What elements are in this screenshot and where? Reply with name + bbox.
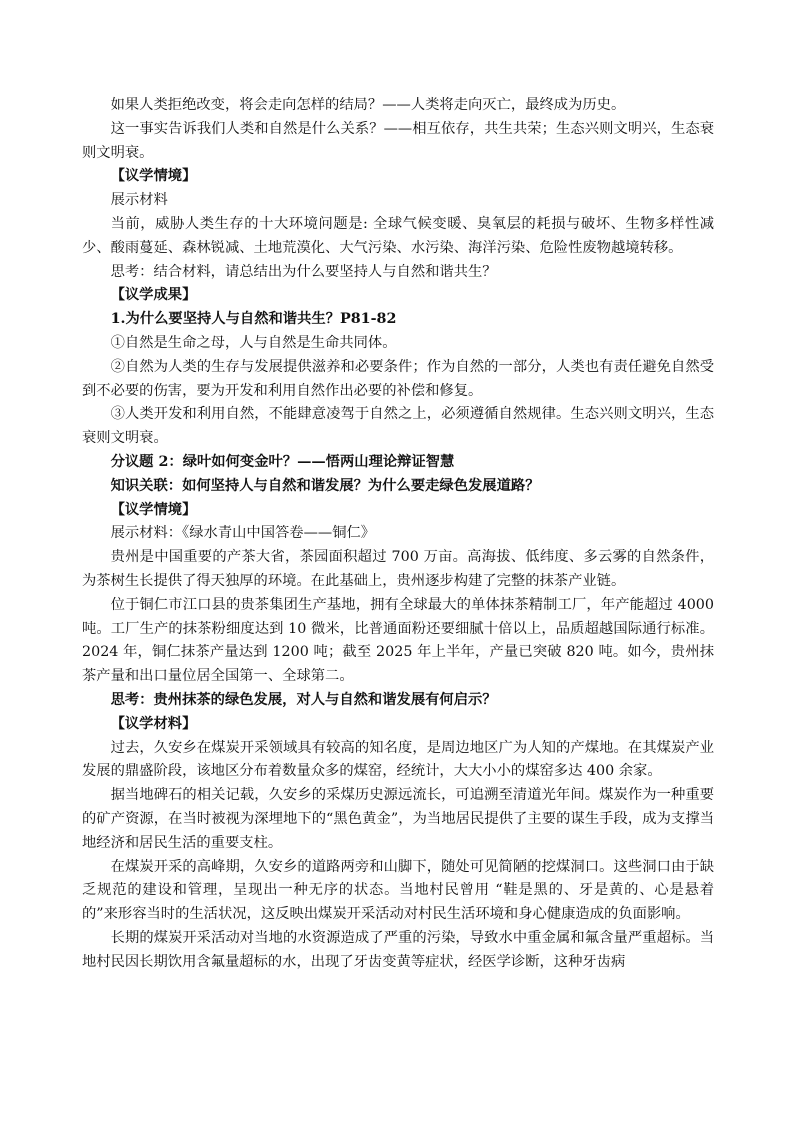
answer-point-3: ③人类开发和利用自然，不能肆意凌驾于自然之上，必须遵循自然规律。生态兴则文明兴，生态衰则文明衰。: [82, 406, 714, 447]
document-page: [82, 94, 714, 974]
question-matcha-insight: 思考：贵州抹茶的绿色发展，对人与自然和谐发展有何启示？: [110, 691, 497, 708]
heading-discussion-scenario-1: 【议学情境】: [110, 168, 197, 185]
heading-discussion-material: 【议学材料】: [110, 715, 197, 732]
answer-point-2: ②自然为人类的生存与发展提供滋养和必要条件；作为自然的一部分，人类也有责任避免自然受到不必要的伤害，要为开发和利用自然作出必要的补偿和修复。: [82, 358, 714, 399]
paragraph-think-question-1: 思考：结合材料，请总结出为什么要坚持人与自然和谐共生？: [110, 263, 497, 280]
paragraph-water-pollution: 长期的煤炭开采活动对当地的水资源造成了严重的污染，导致水中重金属和氟含量严重超标。当地村民因长期饮用含氟量超标的水，出现了牙齿变黄等症状，经医学诊断，这种牙齿病: [82, 929, 714, 970]
question-why-harmony: 1.为什么要坚持人与自然和谐共生？P81-82: [110, 311, 397, 328]
paragraph-coal-peak: 在煤炭开采的高峰期，久安乡的道路两旁和山脚下，随处可见简陋的挖煤洞口。这些洞口由于缺乏规范的建设和管理，呈现出一种无序的状态。当地村民曾用 “鞋是黑的、牙是黄的、心是悬着的”来形容当时的生活状况，这反映出煤炭开采活动对村民生活环境和身心健康造成的负面影响。: [82, 858, 714, 923]
paragraph-jiuan-coal: 过去，久安乡在煤炭开采领域具有较高的知名度，是周边地区广为人知的产煤地。在其煤炭产业发展的鼎盛阶段，该地区分布着数量众多的煤窑，经统计，大大小小的煤窑多达 400 余家。: [82, 739, 714, 780]
heading-discussion-results: 【议学成果】: [110, 287, 197, 304]
paragraph-ten-environment-problems: 当前，威胁人类生存的十大环境问题是: 全球气候变暖、臭氧层的耗损与破坏、生物多样性减少、酸雨蔓延、森林锐减、土地荒漠化、大气污染、水污染、海洋污染、危险性废物越境转移。: [82, 215, 714, 256]
heading-sub-topic-2: 分议题 2：绿叶如何变金叶？——悟两山理论辩证智慧: [110, 453, 455, 470]
paragraph-coal-history: 据当地碑石的相关记载，久安乡的采煤历史源远流长，可追溯至清道光年间。煤炭作为一种重要的矿产资源，在当时被视为深埋地下的“黑色黄金”，为当地居民提供了主要的谋生手段，成为支撑当地经济和居民生活的重要支柱。: [82, 787, 714, 851]
answer-point-1: ①自然是生命之母，人与自然是生命共同体。: [110, 334, 397, 351]
paragraph-human-nature-relation: 这一事实告诉我们人类和自然是什么关系？——相互依存，共生共荣；生态兴则文明兴，生态衰则文明衰。: [82, 120, 714, 161]
paragraph-human-refuse-change: 如果人类拒绝改变，将会走向怎样的结局？——人类将走向灭亡，最终成为历史。: [110, 97, 626, 113]
paragraph-guicha-base: 位于铜仁市江口县的贵茶集团生产基地，拥有全球最大的单体抹茶精制工厂，年产能超过 4000 吨。工厂生产的抹茶粉细度达到 10 微米，比普通面粉还要细腻十倍以上，品质超越国际通行标准。2024 年，铜仁抹茶产量达到 1200 吨；截至 2025 年上半年，产量已突破 820 吨。如今，贵州抹茶产量和出口量位居全国第一、全球第二。: [82, 596, 714, 685]
paragraph-show-material: 展示材料: [110, 192, 168, 209]
paragraph-guizhou-tea: 贵州是中国重要的产茶大省，茶园面积超过 700 万亩。高海拔、低纬度、多云雾的自然条件，为茶树生长提供了得天独厚的环境。在此基础上，贵州逐步构建了完整的抹茶产业链。: [82, 549, 714, 589]
paragraph-material-tongren: 展示材料：《绿水青山中国答卷——铜仁》: [110, 525, 376, 542]
heading-knowledge-link: 知识关联：如何坚持人与自然和谐发展？为什么要走绿色发展道路？: [110, 477, 540, 494]
heading-discussion-scenario-2: 【议学情境】: [110, 501, 197, 518]
